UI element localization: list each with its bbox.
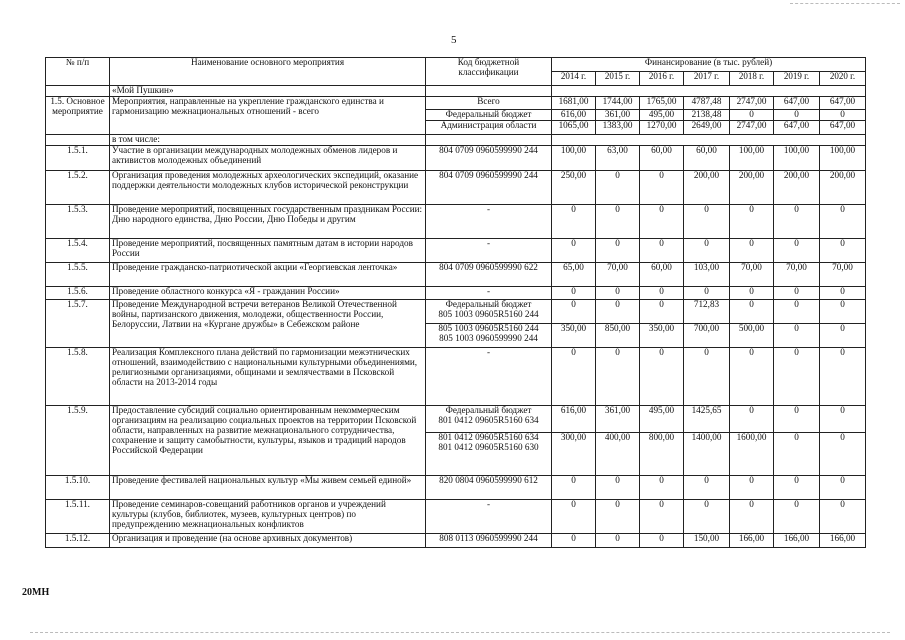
table-row [46, 287, 866, 300]
value-cell: 1065,00 [552, 121, 596, 135]
value-cell: 0 [774, 406, 820, 433]
row-number: 1.5.2. [46, 171, 110, 205]
value-cell: 647,00 [774, 97, 820, 110]
value-cell: 0 [820, 205, 866, 239]
value-cell: 0 [730, 287, 774, 300]
value-cell: 350,00 [640, 324, 684, 348]
value-cell: 0 [640, 348, 684, 406]
value-cell: 60,00 [640, 146, 684, 171]
value-cell: 0 [774, 476, 820, 500]
value-cell: 0 [552, 500, 596, 534]
value-cell: 1400,00 [684, 433, 730, 476]
funding-table [45, 57, 866, 548]
row-number: 1.5. Основное мероприятие [46, 97, 110, 135]
row-name: Мероприятия, направленные на укрепление гражданского единства и гармонизацию межнациональных отношений - всего [110, 97, 426, 135]
value-cell: 616,00 [552, 406, 596, 433]
value-cell: 0 [774, 300, 820, 324]
value-cell: 0 [596, 287, 640, 300]
row-name: Предоставление субсидий социально ориентированным некоммерческим организациям на реализацию социальных проектов на территории Псковской области, направленных на развитие межнационального сотрудничества, сохранение и защиту самобытности, культуры, языков и традиций народов Российской Федерации [110, 406, 426, 476]
value-cell: 0 [820, 110, 866, 121]
row-name: Проведение семинаров-совещаний работников органов и учреждений культуры (клубов, библиотек, музеев, культурных центров) по предупреждению межнациональных конфликтов [110, 500, 426, 534]
value-cell: 0 [596, 476, 640, 500]
value-cell: 500,00 [730, 324, 774, 348]
budget-code: - [426, 348, 552, 406]
value-cell: 700,00 [684, 324, 730, 348]
row-number: 1.5.8. [46, 348, 110, 406]
value-cell: 1744,00 [596, 97, 640, 110]
value-cell: 100,00 [552, 146, 596, 171]
row-number: 1.5.3. [46, 205, 110, 239]
table-row [46, 263, 866, 287]
table-cell [46, 86, 110, 97]
value-cell: 0 [640, 476, 684, 500]
value-cell: 0 [596, 239, 640, 263]
value-cell: 647,00 [820, 97, 866, 110]
table-row [46, 146, 866, 171]
value-cell: 0 [774, 110, 820, 121]
budget-code: 804 0709 0960599990 244 [426, 171, 552, 205]
value-cell: 0 [552, 205, 596, 239]
value-cell: 0 [640, 500, 684, 534]
value-cell: 0 [730, 476, 774, 500]
value-cell: 103,00 [684, 263, 730, 287]
table-row [46, 171, 866, 205]
row-number: 1.5.7. [46, 300, 110, 348]
value-cell: 0 [820, 476, 866, 500]
budget-code: - [426, 287, 552, 300]
budget-code: - [426, 500, 552, 534]
value-cell: 0 [820, 287, 866, 300]
budget-code: Всего [426, 97, 552, 110]
budget-code [426, 324, 552, 348]
value-cell: 100,00 [774, 146, 820, 171]
value-cell: 0 [552, 348, 596, 406]
row-name: Организация проведения молодежных археологических экспедиций, оказание поддержки деятельности молодежных клубов исторической реконструкции [110, 171, 426, 205]
budget-code-line: 801 0412 09605R5160 630 [438, 441, 539, 452]
header-num: № п/п [46, 58, 110, 86]
row-name: Проведение гражданско-патриотической акции «Георгиевская ленточка» [110, 263, 426, 287]
value-cell: 647,00 [774, 121, 820, 135]
value-cell: 0 [730, 406, 774, 433]
value-cell: 0 [596, 171, 640, 205]
value-cell: 300,00 [552, 433, 596, 476]
value-cell: 0 [596, 205, 640, 239]
table-cell [426, 86, 552, 97]
value-cell: 0 [730, 500, 774, 534]
table-row [46, 406, 866, 433]
row-number: 1.5.11. [46, 500, 110, 534]
value-cell: 0 [820, 239, 866, 263]
table-cell [426, 135, 552, 146]
value-cell: 400,00 [596, 433, 640, 476]
value-cell: 0 [730, 205, 774, 239]
value-cell: 0 [596, 500, 640, 534]
value-cell: 800,00 [640, 433, 684, 476]
budget-code-line: Федеральный бюджет [445, 299, 532, 309]
value-cell: 200,00 [820, 171, 866, 205]
scan-edge-bottom [30, 632, 890, 633]
header-year: 2018 г. [730, 72, 774, 86]
row-number: 1.5.1. [46, 146, 110, 171]
value-cell: 0 [774, 348, 820, 406]
value-cell: 0 [552, 476, 596, 500]
row-name: Проведение мероприятий, посвященных памятным датам в истории народов России [110, 239, 426, 263]
value-cell: 1681,00 [552, 97, 596, 110]
value-cell: 0 [730, 300, 774, 324]
budget-code [426, 433, 552, 476]
scan-edge-top [790, 3, 900, 4]
budget-code-line: Федеральный бюджет [445, 405, 532, 415]
row-number: 1.5.9. [46, 406, 110, 476]
budget-code-line: 805 1003 09605R5160 244 [438, 323, 539, 333]
budget-code: 804 0709 0960599990 244 [426, 146, 552, 171]
value-cell: 1270,00 [640, 121, 684, 135]
value-cell: 712,83 [684, 300, 730, 324]
value-cell: 70,00 [774, 263, 820, 287]
table-header [46, 58, 866, 86]
header-year: 2017 г. [684, 72, 730, 86]
budget-code-line: 801 0412 09605R5160 634 [438, 432, 539, 442]
value-cell: 70,00 [730, 263, 774, 287]
value-cell: 150,00 [684, 534, 730, 548]
row-name: Проведение фестивалей национальных культур «Мы живем семьей единой» [110, 476, 426, 500]
table-row [46, 534, 866, 548]
value-cell: 0 [820, 500, 866, 534]
value-cell: 0 [774, 500, 820, 534]
budget-code [426, 406, 552, 433]
value-cell: 0 [774, 239, 820, 263]
value-cell: 166,00 [774, 534, 820, 548]
value-cell: 0 [596, 534, 640, 548]
table-cell [46, 135, 110, 146]
value-cell: 70,00 [596, 263, 640, 287]
value-cell: 2138,48 [684, 110, 730, 121]
budget-code: 804 0709 0960599990 622 [426, 263, 552, 287]
row-name: Проведение Международной встречи ветеранов Великой Отечественной войны, партизанского движения, молодежи, общественности России, Белоруссии, Латвии на «Кургане дружбы» в Себежском районе [110, 300, 426, 348]
value-cell: 616,00 [552, 110, 596, 121]
value-cell: 166,00 [730, 534, 774, 548]
value-cell: 100,00 [730, 146, 774, 171]
row-number: 1.5.6. [46, 287, 110, 300]
row-name: Проведение мероприятий, посвященных государственным праздникам России: Дню народного единства, Дню России, Дню Победы и другим [110, 205, 426, 239]
value-cell: 0 [552, 534, 596, 548]
budget-code: Федеральный бюджет [426, 110, 552, 121]
value-cell: 495,00 [640, 406, 684, 433]
value-cell: 0 [552, 239, 596, 263]
value-cell: 70,00 [820, 263, 866, 287]
value-cell: 0 [596, 300, 640, 324]
table-row [46, 239, 866, 263]
budget-code: Администрация области [426, 121, 552, 135]
value-cell: 63,00 [596, 146, 640, 171]
budget-code-line: 805 1003 09605R5160 244 [438, 308, 539, 319]
value-cell: 60,00 [640, 263, 684, 287]
value-cell: 0 [730, 239, 774, 263]
value-cell: 0 [640, 287, 684, 300]
value-cell: 100,00 [820, 146, 866, 171]
header-year: 2019 г. [774, 72, 820, 86]
value-cell: 647,00 [820, 121, 866, 135]
row-name: Участие в организации международных молодежных обменов лидеров и активистов молодежных объединений [110, 146, 426, 171]
value-cell: 1765,00 [640, 97, 684, 110]
value-cell: 0 [640, 534, 684, 548]
row-number: 1.5.12. [46, 534, 110, 548]
value-cell: 0 [684, 239, 730, 263]
value-cell: 361,00 [596, 406, 640, 433]
table-cell [552, 86, 866, 97]
value-cell: 495,00 [640, 110, 684, 121]
header-financing: Финансирование (в тыс. рублей) [552, 58, 866, 72]
header-year: 2016 г. [640, 72, 684, 86]
row-number: 1.5.4. [46, 239, 110, 263]
value-cell: 1425,65 [684, 406, 730, 433]
header-year: 2020 г. [820, 72, 866, 86]
value-cell: 200,00 [684, 171, 730, 205]
row-name: Проведение областного конкурса «Я - гражданин России» [110, 287, 426, 300]
budget-code-line: 805 1003 0960599990 244 [439, 332, 538, 343]
value-cell: 350,00 [552, 324, 596, 348]
table-row [46, 348, 866, 406]
table-row [46, 500, 866, 534]
value-cell: 361,00 [596, 110, 640, 121]
value-cell: 2747,00 [730, 121, 774, 135]
page-number: 5 [451, 34, 457, 46]
value-cell: 2649,00 [684, 121, 730, 135]
row-name: Реализация Комплексного плана действий по гармонизации межэтнических отношений, взаимодействию с национальными культурными объединениями, религиозными организациями, общинами и землячествами в Псковской области на 2013-2014 годы [110, 348, 426, 406]
value-cell: 65,00 [552, 263, 596, 287]
value-cell: 0 [774, 324, 820, 348]
header-year: 2014 г. [552, 72, 596, 86]
header-code: Код бюджетной классификации [426, 58, 552, 86]
value-cell: 0 [640, 239, 684, 263]
table-body [46, 86, 866, 548]
budget-code-line: 801 0412 09605R5160 634 [438, 414, 539, 425]
footer-mark: 20МН [22, 587, 50, 598]
budget-code: 820 0804 0960599990 612 [426, 476, 552, 500]
value-cell: 2747,00 [730, 97, 774, 110]
value-cell: 0 [640, 300, 684, 324]
value-cell: 0 [774, 433, 820, 476]
table-cell [552, 135, 866, 146]
value-cell: 250,00 [552, 171, 596, 205]
value-cell: 4787,48 [684, 97, 730, 110]
value-cell: 200,00 [730, 171, 774, 205]
value-cell: 0 [640, 171, 684, 205]
value-cell: 60,00 [684, 146, 730, 171]
value-cell: 850,00 [596, 324, 640, 348]
value-cell: 0 [774, 287, 820, 300]
value-cell: 0 [552, 287, 596, 300]
table-row [46, 205, 866, 239]
value-cell: 0 [730, 348, 774, 406]
value-cell: 0 [774, 205, 820, 239]
row-number: 1.5.5. [46, 263, 110, 287]
budget-code: 808 0113 0960599990 244 [426, 534, 552, 548]
value-cell: 0 [552, 300, 596, 324]
in-that-number-text: в том числе: [110, 135, 426, 146]
value-cell: 0 [684, 287, 730, 300]
header-year: 2015 г. [596, 72, 640, 86]
table-row [46, 476, 866, 500]
value-cell: 0 [730, 110, 774, 121]
value-cell: 200,00 [774, 171, 820, 205]
header-name: Наименование основного мероприятия [110, 58, 426, 86]
value-cell: 0 [596, 348, 640, 406]
table-row [46, 97, 866, 110]
value-cell: 0 [820, 348, 866, 406]
budget-code [426, 300, 552, 324]
value-cell: 0 [684, 500, 730, 534]
budget-code: - [426, 205, 552, 239]
budget-code: - [426, 239, 552, 263]
value-cell: 0 [820, 406, 866, 433]
value-cell: 0 [820, 324, 866, 348]
value-cell: 166,00 [820, 534, 866, 548]
continuation-text: «Мой Пушкин» [110, 86, 426, 97]
value-cell: 0 [820, 300, 866, 324]
value-cell: 0 [684, 476, 730, 500]
value-cell: 1383,00 [596, 121, 640, 135]
value-cell: 0 [684, 205, 730, 239]
value-cell: 0 [820, 433, 866, 476]
table-row [46, 300, 866, 324]
row-number: 1.5.10. [46, 476, 110, 500]
row-name: Организация и проведение (на основе архивных документов) [110, 534, 426, 548]
value-cell: 0 [640, 205, 684, 239]
value-cell: 1600,00 [730, 433, 774, 476]
value-cell: 0 [684, 348, 730, 406]
